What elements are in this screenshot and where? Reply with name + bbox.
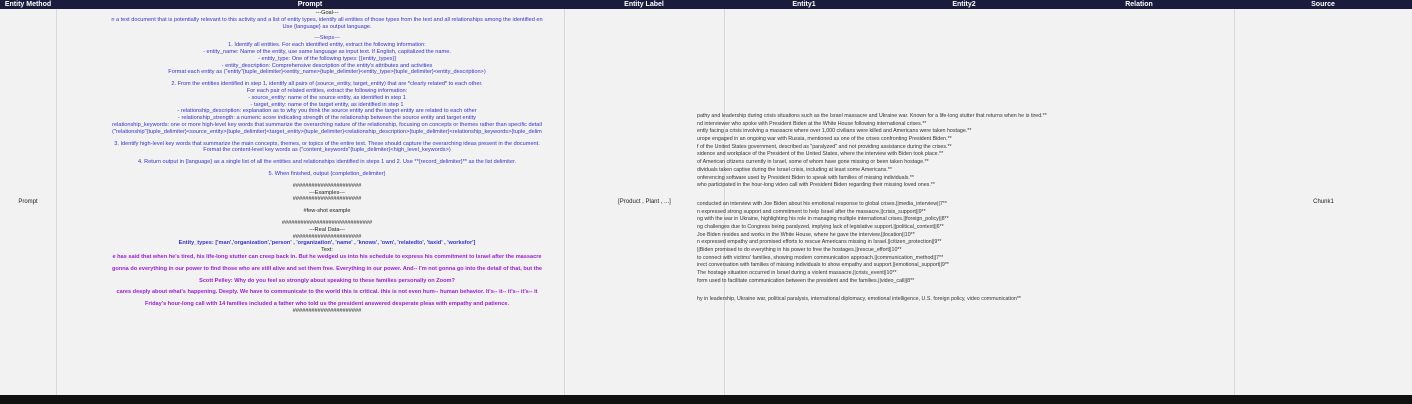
header-entity1[interactable]: Entity1	[724, 0, 884, 9]
prompt-line: Text:	[321, 247, 333, 254]
entity-output-line: hy in leadership, Ukraine war, political paralysis, international diplomacy, emotional intelligence, U.S. foreign policy, video communication**	[697, 296, 1021, 303]
header-source[interactable]: Source	[1234, 0, 1412, 9]
entity-label-value: [Product , Plant , ...]	[618, 199, 671, 205]
prompt-line: 5. When finished, output {completion_delimiter}	[268, 170, 386, 177]
entity-output-line: sidence and workplace of the President of the United States, where the interview with Biden took place.**	[697, 151, 944, 158]
prompt-line: #############################	[281, 219, 373, 226]
prompt-line: gonna do everything in our power to find those who are still alive and set them free. Everything in our power. And-- I'm not gonna go into the detail of that, but the	[112, 265, 542, 272]
table-footer	[0, 395, 1412, 404]
prompt-line: ---Goal---	[315, 10, 339, 16]
prompt-line: ######################	[292, 307, 362, 314]
entity-output-line: ||Biden promised to do everything in his power to free the hostages.||rescue_effort||10**	[697, 247, 902, 253]
entity-output-line: pathy and leadership during crisis situations such as the Israel massacre and Ukraine war. Known for a life-long stutter that returns when he is tired.**	[697, 113, 1047, 119]
header-entity-method[interactable]: Entity Method	[0, 0, 56, 9]
entity-output-line: ng with the war in Ukraine, highlighting his role in managing multiple international crises.||foreign_policy||8**	[697, 216, 949, 223]
entity-output-line: dividuals taken captive during the Israel crisis, including at least some Americans.**	[697, 166, 892, 173]
prompt-line: ---Examples---	[309, 189, 345, 196]
header-prompt[interactable]: Prompt	[56, 0, 564, 9]
entity-method-value: Prompt	[18, 199, 38, 205]
prompt-line: Scott Pelley: Why do you feel so strongly about speaking to these families personally on Zoom?	[199, 277, 455, 284]
entity-output-line: to connect with victims' families, showing modern communication approach.||communication_method||7**	[697, 254, 944, 261]
entity-output-line: n expressed strong support and commitment to help Israel after the massacre.||crisis_support||9**	[697, 208, 926, 215]
prompt-line: Friday's hour-long call with 14 families included a father who told us the president answered desperate pleas with empathy and patience.	[144, 301, 510, 308]
entity-output-line	[697, 190, 1257, 201]
prompt-line: - relationship_description: explanation as to why you think the source entity and the target entity are related to each other	[177, 108, 477, 115]
prompt-line: cares deeply about what's happening. Deeply. We have to communicate to the world this is critical. this is not even hum-- human behavior. It's-- it-- it's-- it's-- it	[116, 289, 538, 296]
prompt-line: ######################	[292, 182, 362, 189]
prompt-line: - entity_description: Comprehensive description of the entity's attributes and activities	[221, 62, 433, 69]
header-entity2[interactable]: Entity2	[884, 0, 1044, 9]
cell-source	[1235, 9, 1412, 395]
entity-output-line: irect conversation with families of missing individuals to show empathy and support.||emotional_support||9**	[697, 262, 949, 269]
source-value: Chunk1	[1313, 199, 1334, 205]
prompt-line: 4. Return output in {language} as a single list of all the entities and relationships identified in steps 1 and 2. Use **{record_delimiter}** as the list delimiter.	[137, 159, 517, 166]
entity-output-line: form used to facilitate communication between the president and the families.||video_call||8**	[697, 277, 915, 284]
entity-output-line: nd interviewer who spoke with President Biden at the White House following international crises.**	[697, 120, 927, 127]
entity-output-line	[697, 285, 1257, 296]
header-relation[interactable]: Relation	[1044, 0, 1234, 9]
prompt-line: e has said that when he's tired, his life-long stutter can creep back in. But he wedged us into his schedule to express his commitment to Israel after the massacre	[112, 253, 542, 260]
entity-output-line: n expressed empathy and promised efforts to rescue Americans missing in Israel.||citizen_protection||9**	[697, 239, 942, 246]
prompt-line: ######################	[292, 233, 362, 240]
prompt-text	[7, 10, 647, 315]
prompt-line: - entity_type: One of the following types: [{entity_types}]	[258, 55, 396, 62]
entity-output-line: of American citizens currently in Israel, some of whom have gone missing or been taken hostage.**	[697, 159, 929, 166]
prompt-line: Use {language} as output language.	[282, 23, 372, 30]
prompt-line: n a text document that is potentially relevant to this activity and a list of entity types, identify all entities of those types from the text and all relationships among the identified en	[111, 16, 543, 23]
entity-output-line: ng challenges due to Congress being paralyzed, implying lack of legislative support.||political_context||6**	[697, 223, 944, 230]
prompt-line: 3. Identify high-level key words that summarize the main concepts, themes, or topics of the entire text. These should capture the overarching ideas present in the document.	[114, 140, 540, 147]
header-entity-label[interactable]: Entity Label	[564, 0, 724, 9]
entity-output-line: f of the United States government, described as "paralyzed" and not providing assistance during the crises.**	[697, 143, 952, 150]
entity-output-line: ently facing a crisis involving a massacre where over 1,000 civilians were killed and Americans were taken hostage.**	[697, 128, 972, 135]
prompt-line: Format the content-level key words as ("content_keywords"{tuple_delimiter}<high_level_keywords>)	[203, 147, 451, 154]
prompt-line: 2. From the entities identified in step 1, identify all pairs of (source_entity, target_entity) that are *clearly related* to each other.	[171, 81, 483, 88]
prompt-line: relationship_keywords: one or more high-level key words that summarize the overarching nature of the relationship, focusing on concepts or themes rather than specific detail	[112, 121, 542, 128]
entity-output-line: who participated in the hour-long video call with President Biden regarding their missing loved ones.**	[697, 182, 935, 189]
cell-prompt	[57, 9, 564, 395]
entity-output-text	[697, 113, 1257, 304]
prompt-line: - target_entity: name of the target entity, as identified in step 1	[250, 101, 404, 108]
prompt-line: - source_entity: name of the source entity, as identified in step 1	[248, 94, 406, 101]
prompt-line: For each pair of related entities, extract the following information:	[246, 87, 408, 94]
prompt-line: - entity_name: Name of the entity, use same language as input text. If English, capitalized the name.	[203, 48, 451, 55]
entity-output-line: onferencing software used by President Biden to speak with families of missing individuals.**	[697, 174, 914, 181]
prompt-line: ("relationship"{tuple_delimiter}<source_entity>{tuple_delimiter}<target_entity>{tuple_delimiter}<relationship_description>{tuple_delimiter}<relationship_keywords>{tuple_delim	[112, 128, 542, 135]
entity-output-line: conducted an interview with Joe Biden about his emotional response to global crises.||media_interview||7**	[697, 200, 947, 207]
prompt-line: ---Steps---	[314, 35, 340, 42]
prompt-line: Entity_types: ['man','organization','person' , 'organization', 'name' , 'knows', 'own', 'relatedto', 'taxid' , 'worksfor']	[178, 240, 476, 247]
entity-output-line: Joe Biden resides and works in the White House, where he gave the interview.||location||10**	[697, 231, 915, 238]
cell-entities-relations	[697, 9, 1234, 395]
entity-output-line: urope engaged in an ongoing war with Russia, mentioned as one of the crises confronting President Biden.**	[697, 136, 952, 143]
entity-output-line: The hostage situation occurred in Israel during a violent massacre.||crisis_event||10**	[697, 270, 897, 277]
prompt-line: ######################	[292, 196, 362, 203]
prompt-line: Format each entity as ("entity"{tuple_delimiter}<entity_name>{tuple_delimiter}<entity_type>{tuple_delimiter}<entity_description>)	[168, 69, 486, 76]
prompt-line: #few-shot example	[303, 208, 351, 215]
prompt-line: - relationship_strength: a numeric score indicating strength of the relationship between the source entity and target entity	[178, 115, 476, 122]
prompt-line: ---Real Data---	[308, 226, 346, 233]
prompt-line: 1. Identify all entities. For each identified entity, extract the following information:	[228, 42, 426, 49]
